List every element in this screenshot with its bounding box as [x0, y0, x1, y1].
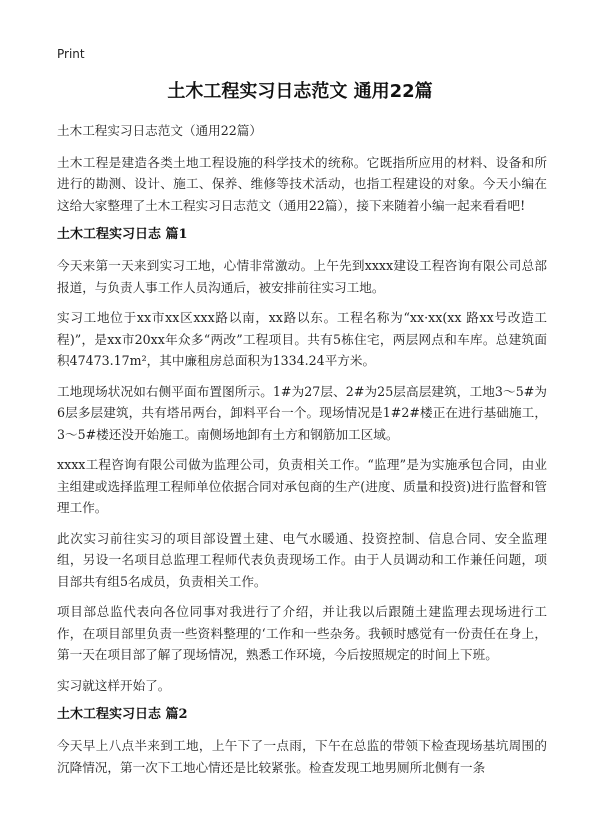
article-subtitle: 土木工程实习日志范文（通用22篇）: [57, 123, 262, 138]
section-paragraph: 此次实习前往实习的项目部设置土建、电气水暖通、投资控制、信息合同、安全监理组，另设一名项目总监理工程师代表负责现场工作。由于人员调动和工作兼任问题，项目部共有组5名成员，负责相关工作。: [57, 530, 547, 589]
section-paragraph: 工地现场状况如右侧平面布置图所示。1#为27层、2#为25层高层建筑，工地3～5#为6层多层建筑，共有塔吊两台，卸料平台一个。现场情况是1#2#楼正在进行基础施工，3～5#楼还没开始施工。南侧场地卸有土方和钢筋加工区域。: [57, 383, 547, 442]
intro-paragraph: 土木工程是建造各类土地工程设施的科学技术的统称。它既指所应用的材料、设备和所进行的勘测、设计、施工、保养、维修等技术活动，也指工程建设的对象。今天小编在这给大家整理了土木工程实习日志范文（通用22篇），接下来随着小编一起来看看吧!: [57, 154, 547, 213]
section-paragraph: 实习就这样开始了。: [57, 677, 171, 693]
section-heading: 土木工程实习日志 篇1: [57, 227, 188, 242]
section-paragraph: 今天早上八点半来到工地，上午下了一点雨，下午在总监的带领下检查现场基坑周围的沉降情况，第一次下工地心情还是比较紧张。检查发现工地男厕所北侧有一条: [57, 738, 547, 775]
article-body: [57, 120, 547, 787]
page-title: 土木工程实习日志范文 通用22篇: [167, 81, 433, 102]
section-heading: 土木工程实习日志 篇2: [57, 707, 188, 722]
print-link[interactable]: Print: [57, 47, 85, 61]
section-paragraph: xxxx工程咨询有限公司做为监理公司，负责相关工作。“监理”是为实施承包合同，由业主组建或选择监理工程师单位依据合同对承包商的生产(进度、质量和投资)进行监督和管理工作。: [57, 457, 547, 515]
section-paragraph: 实习工地位于xx市xx区xxx路以南，xx路以东。工程名称为“xx·xx(xx 路xx号改造工程)”，是xx市20xx年众多“两改”工程项目。共有5栋住宅，两层网点和车库。总建筑面积47473.17m²，其中廉租房总面积为1334.24平方米。: [57, 310, 547, 368]
section-paragraph: 今天来第一天来到实习工地，心情非常激动。上午先到xxxx建设工程咨询有限公司总部报道，与负责人事工作人员沟通后，被安排前往实习工地。: [57, 258, 547, 295]
section-paragraph: 项目部总监代表向各位同事对我进行了介绍，并让我以后跟随土建监理去现场进行工作，在项目部里负责一些资料整理的‘工作和一些杂务。我顿时感觉有一份责任在身上，第一天在项目部了解了现场情况，熟悉工作环境，今后按照规定的时间上下班。: [57, 604, 547, 662]
